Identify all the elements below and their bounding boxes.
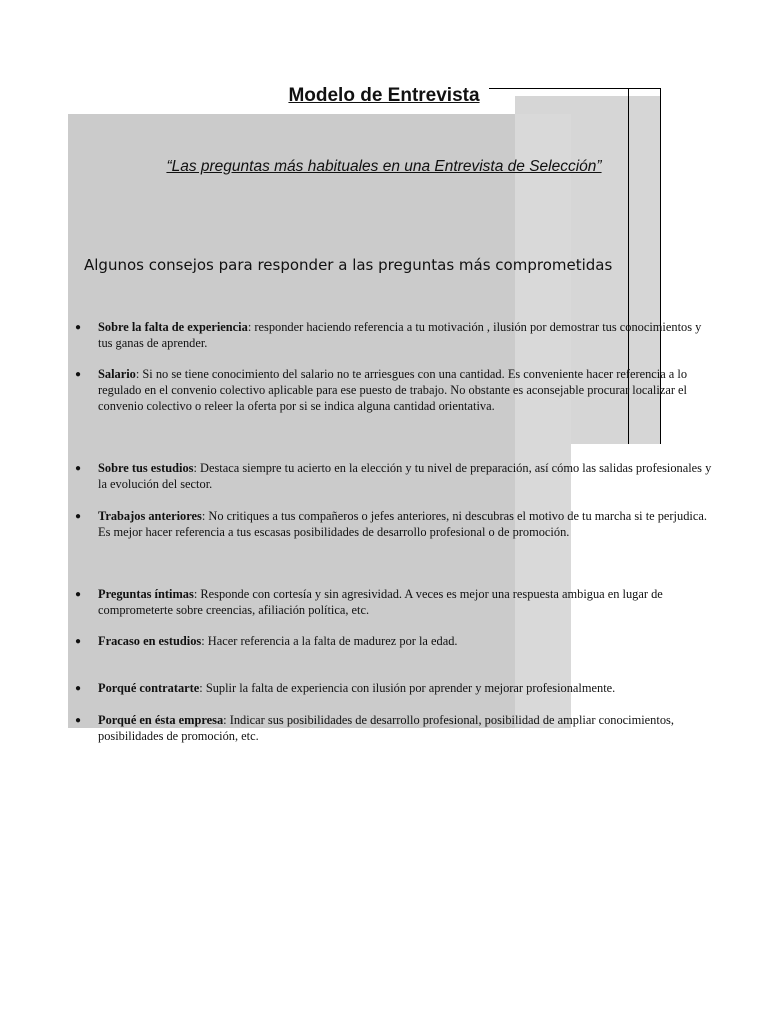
item-text: : Si no se tiene conocimiento del salario no te arriesgues con una cantidad. Es conveniente hacer referencia a lo regulado en el convenio colectivo aplicable para ese puesto de trabajo. No obstante es aconsejable procurar localizar el convenio colectivo o releer la oferta por si se indica alguna cantidad orientativa. (98, 367, 688, 413)
item-term: Preguntas íntimas (98, 587, 194, 601)
bullet-icon: ● (75, 511, 82, 522)
list-item (75, 509, 716, 541)
bullet-icon: ● (75, 369, 82, 380)
list-item (75, 681, 716, 697)
list-item (75, 367, 716, 414)
item-term: Salario (98, 367, 136, 381)
bullet-icon: ● (75, 589, 82, 600)
list-item (75, 587, 716, 619)
document-title: Modelo de Entrevista (288, 85, 480, 106)
item-text: : Indicar sus posibilidades de desarrollo profesional, posibilidad de ampliar conocimientos, posibilidades de promoción, etc. (98, 713, 674, 743)
item-term: Sobre la falta de experiencia (98, 320, 248, 334)
item-term: Fracaso en estudios (98, 634, 202, 648)
item-term: Porqué contratarte (98, 681, 200, 695)
bullet-icon: ● (75, 322, 82, 333)
bullet-icon: ● (75, 683, 82, 694)
list-item (75, 320, 716, 352)
item-text: : Responde con cortesía y sin agresividad. A veces es mejor una respuesta ambigua en lugar de comprometerte sobre creencias, afiliación política, etc. (98, 587, 663, 617)
bullet-icon: ● (75, 636, 82, 647)
list-item (75, 634, 716, 650)
bullet-icon: ● (75, 715, 82, 726)
item-term: Trabajos anteriores (98, 509, 202, 523)
item-text: : Hacer referencia a la falta de madurez por la edad. (201, 634, 458, 648)
list-item (75, 713, 716, 745)
item-text: : responder haciendo referencia a tu motivación , ilusión por demostrar tus conocimientos y tus ganas de aprender. (98, 320, 702, 350)
list-item (75, 461, 716, 493)
item-text: : Suplir la falta de experiencia con ilusión por aprender y mejorar profesionalmente. (199, 681, 616, 695)
item-term: Sobre tus estudios (98, 461, 194, 475)
section-heading: Algunos consejos para responder a las preguntas más comprometidas (84, 256, 613, 274)
bullet-icon: ● (75, 463, 82, 474)
item-term: Porqué en ésta empresa (98, 713, 224, 727)
item-text: : No critiques a tus compañeros o jefes anteriores, ni descubras el motivo de tu marcha si te perjudica. Es mejor hacer referencia a tus escasas posibilidades de desarrollo profesional o de promoción. (98, 509, 707, 539)
item-text: : Destaca siempre tu acierto en la elección y tu nivel de preparación, así cómo las salidas profesionales y la evolución del sector. (98, 461, 712, 491)
document-subtitle: “Las preguntas más habituales en una Entrevista de Selección” (166, 158, 602, 175)
